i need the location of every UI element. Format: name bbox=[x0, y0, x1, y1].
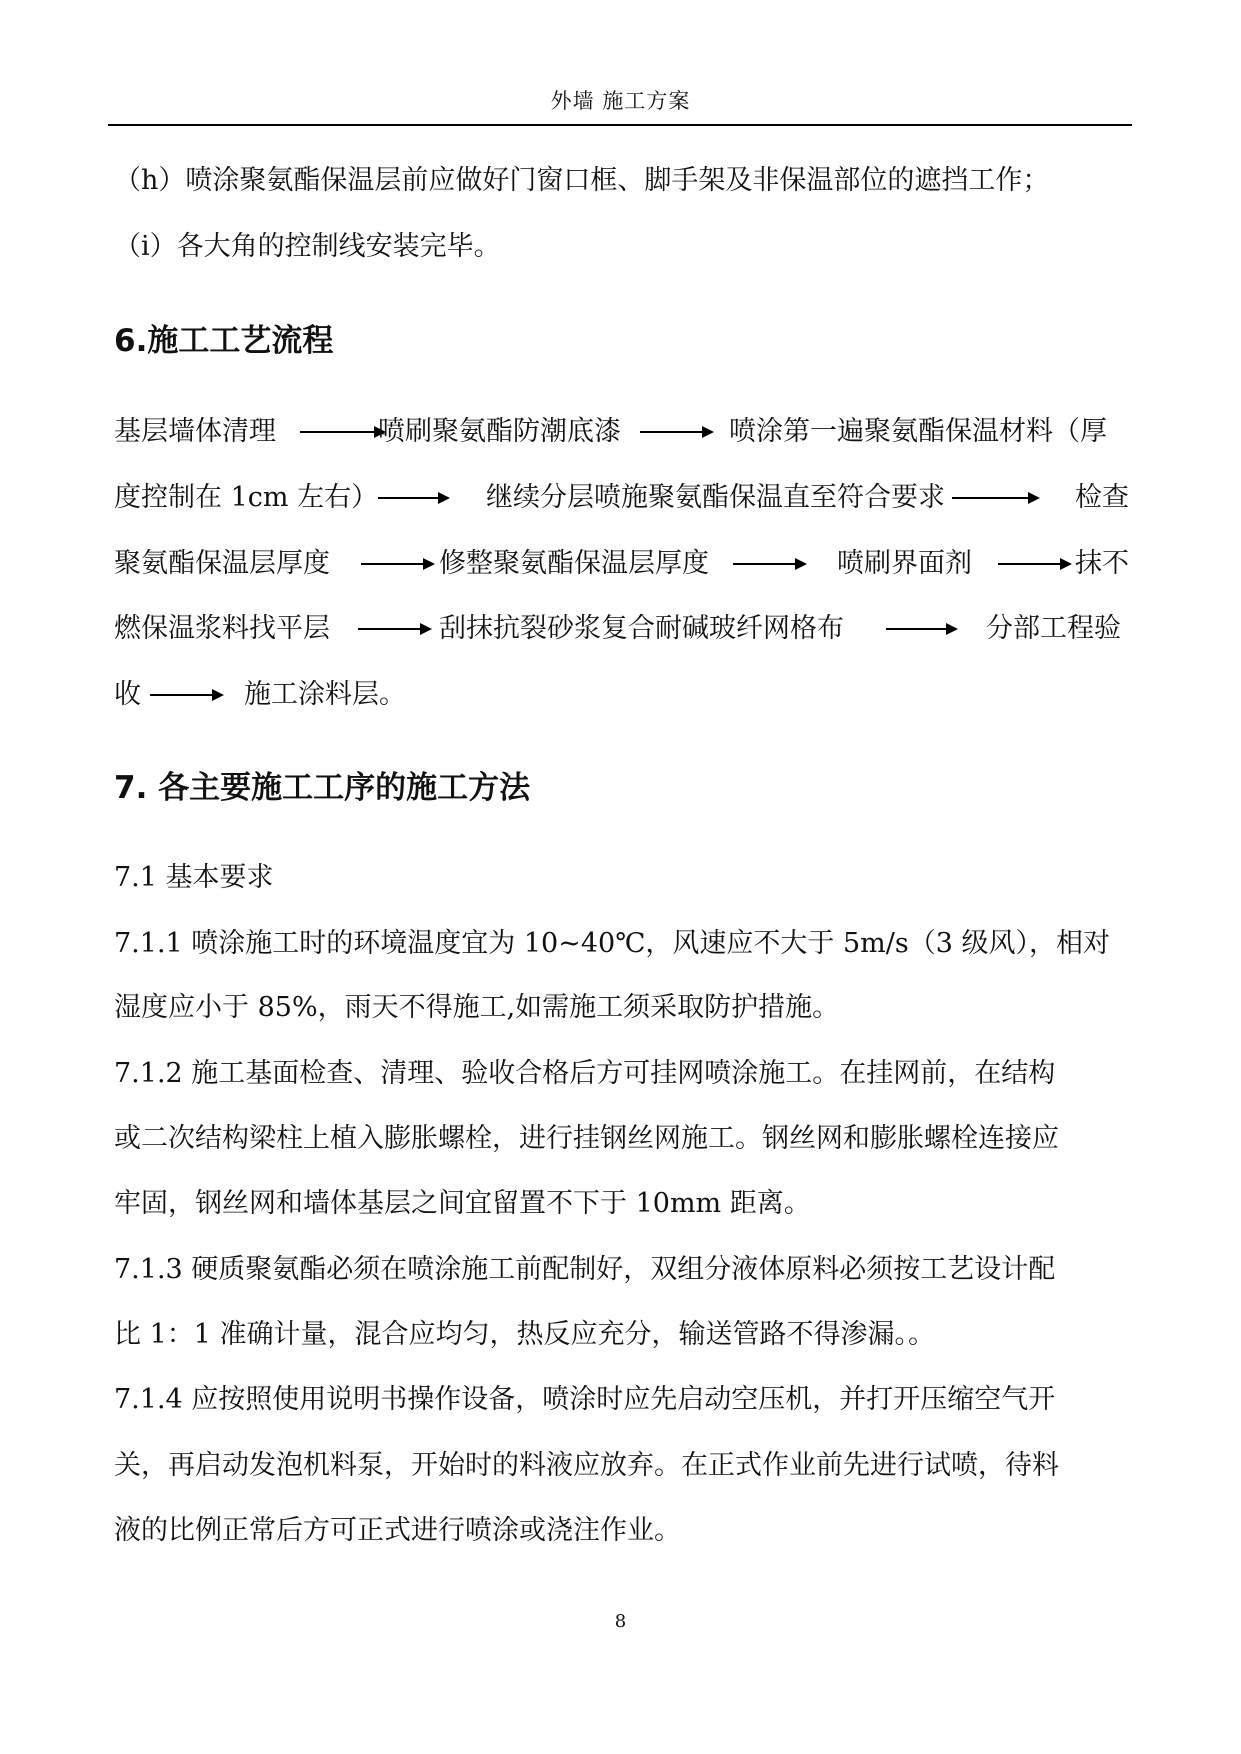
flow-step-check-cont: 聚氨酯保温层厚度 bbox=[114, 548, 330, 579]
body-line: 比 1：1 准确计量，混合应均匀，热反应充分，输送管路不得渗漏。。 bbox=[114, 1319, 936, 1350]
flow-step-coating: 施工涂料层。 bbox=[244, 679, 406, 710]
body-line: 7.1.1 喷涂施工时的环境温度宜为 10~40℃，风速应不大于 5m/s（3 级风），相对 bbox=[114, 928, 1110, 959]
section-6-heading: 6.施工工艺流程 bbox=[114, 323, 334, 359]
flow-step-trim-thickness: 修整聚氨酯保温层厚度 bbox=[439, 548, 709, 579]
flow-arrow bbox=[998, 558, 1072, 570]
body-line: 关，再启动发泡机料泵，开始时的料液应放弃。在正式作业前先进行试喷，待料 bbox=[114, 1450, 1059, 1481]
flow-step-leveling: 抹不 bbox=[1075, 548, 1129, 579]
section-7-heading: 7. 各主要施工工序的施工方法 bbox=[114, 770, 531, 806]
page-header-title: 外墙 施工方案 bbox=[550, 89, 691, 113]
flow-step-first-spray: 喷涂第一遍聚氨酯保温材料（厚 bbox=[729, 416, 1107, 447]
prep-item-i: （i）各大角的控制线安装完毕。 bbox=[114, 231, 501, 262]
flow-step-acceptance-cont: 收 bbox=[114, 679, 141, 710]
body-line: 湿度应小于 85%，雨天不得施工,如需施工须采取防护措施。 bbox=[114, 992, 840, 1023]
flow-step-acceptance: 分部工程验 bbox=[986, 613, 1121, 644]
flow-step-layered-spray: 继续分层喷施聚氨酯保温直至符合要求 bbox=[486, 482, 945, 513]
prep-item-h: （h）喷涂聚氨酯保温层前应做好门窗口框、脚手架及非保温部位的遮挡工作； bbox=[114, 165, 1050, 196]
flow-arrow bbox=[361, 558, 435, 570]
body-line: 液的比例正常后方可正式进行喷涂或浇注作业。 bbox=[114, 1515, 681, 1546]
flow-step-interface-agent: 喷刷界面剂 bbox=[837, 548, 972, 579]
body-line: 7.1.2 施工基面检查、清理、验收合格后方可挂网喷涂施工。在挂网前，在结构 bbox=[114, 1058, 1056, 1089]
flow-step-wall-cleaning: 基层墙体清理 bbox=[114, 416, 276, 447]
header-divider bbox=[108, 124, 1132, 126]
flow-arrow bbox=[886, 623, 958, 635]
flow-arrow bbox=[640, 426, 714, 438]
body-line: 7.1.3 硬质聚氨酯必须在喷涂施工前配制好，双组分液体原料必须按工艺设计配 bbox=[114, 1254, 1056, 1285]
flow-arrow bbox=[300, 426, 386, 438]
flow-step-mesh-mortar: 刮抹抗裂砂浆复合耐碱玻纤网格布 bbox=[439, 613, 844, 644]
flow-arrow bbox=[150, 689, 224, 701]
flow-step-moisture-primer: 喷刷聚氨酯防潮底漆 bbox=[378, 416, 621, 447]
flow-step-first-spray-cont: 度控制在 1cm 左右） bbox=[114, 482, 379, 513]
flow-arrow bbox=[378, 492, 450, 504]
flow-step-check: 检查 bbox=[1075, 482, 1129, 513]
flow-arrow bbox=[952, 492, 1040, 504]
section-7-1-heading: 7.1 基本要求 bbox=[114, 862, 274, 893]
page-number: 8 bbox=[614, 1611, 627, 1632]
flow-arrow bbox=[733, 558, 807, 570]
body-line: 牢固，钢丝网和墙体基层之间宜留置不下于 10mm 距离。 bbox=[114, 1188, 811, 1219]
flow-arrow bbox=[358, 623, 432, 635]
flow-step-leveling-cont: 燃保温浆料找平层 bbox=[114, 613, 330, 644]
body-line: 7.1.4 应按照使用说明书操作设备，喷涂时应先启动空压机，并打开压缩空气开 bbox=[114, 1384, 1056, 1415]
body-line: 或二次结构梁柱上植入膨胀螺栓，进行挂钢丝网施工。钢丝网和膨胀螺栓连接应 bbox=[114, 1123, 1059, 1154]
